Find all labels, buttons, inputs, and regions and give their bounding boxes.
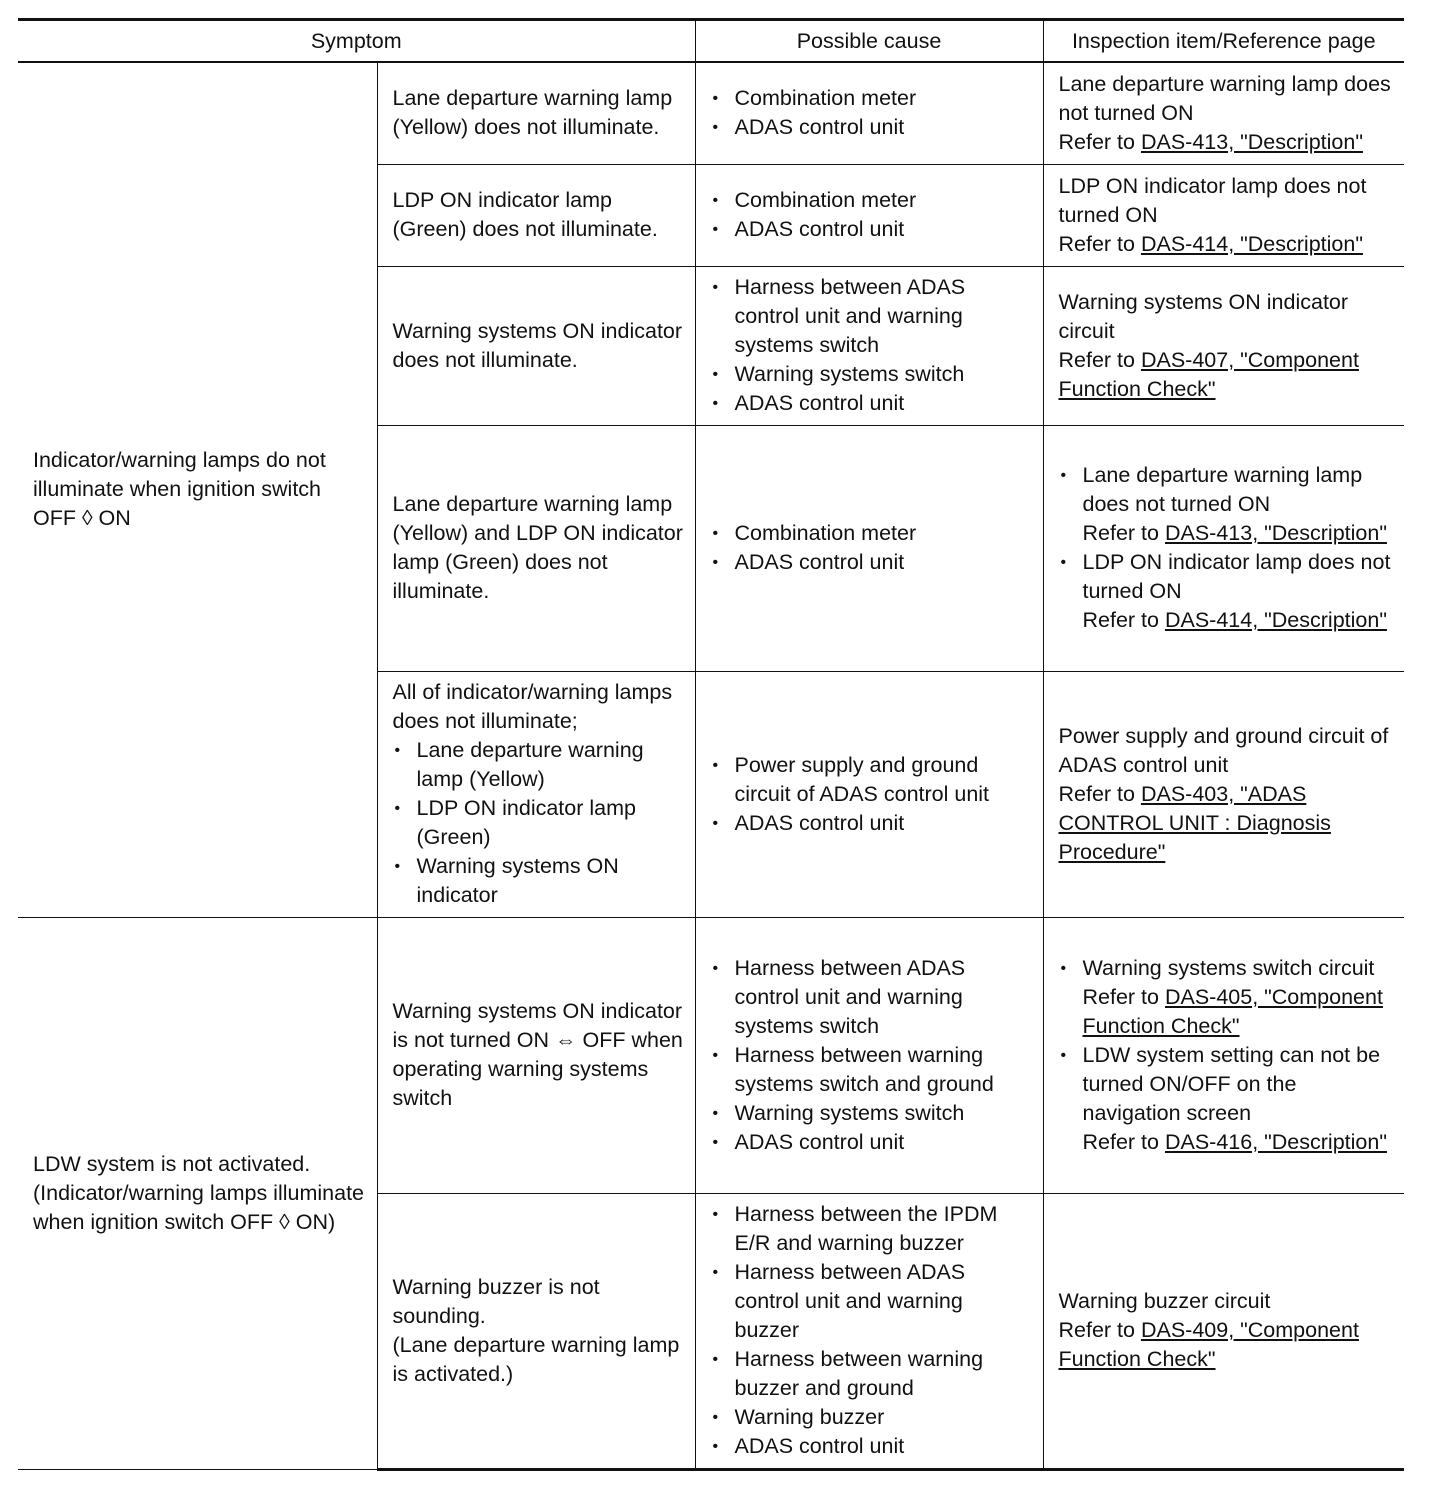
cause-item: • Combination meter xyxy=(711,186,1033,215)
cause-item: • ADAS control unit xyxy=(711,809,1033,838)
reference xyxy=(1083,519,1395,548)
symptom-group-label: Indicator/warning lamps do not illuminate when ignition switch OFF ◊ ON xyxy=(18,62,377,917)
cause-cell xyxy=(695,425,1043,671)
inspection-text: Warning systems switch circuit xyxy=(1082,955,1375,980)
reference xyxy=(1059,346,1395,404)
cause-item: • Harness between warning systems switch and ground xyxy=(711,1041,1033,1099)
diagnosis-table xyxy=(18,18,1404,1471)
symptom-cell: LDP ON indicator lamp (Green) does not illuminate. xyxy=(377,164,695,266)
reference-link[interactable]: DAS-416, "Description" xyxy=(1164,1129,1387,1154)
inspection-text: Power supply and ground circuit of ADAS control unit xyxy=(1058,723,1389,777)
reference xyxy=(1083,983,1395,1041)
reference-link[interactable]: DAS-413, "Description" xyxy=(1164,521,1387,545)
inspection-list xyxy=(1059,461,1395,635)
refer-prefix: Refer to xyxy=(1082,521,1165,545)
cause-cell xyxy=(695,1193,1043,1469)
inspection-text: LDP ON indicator lamp does not turned ON xyxy=(1058,173,1367,227)
refer-prefix: Refer to xyxy=(1082,608,1165,632)
cause-item: • Power supply and ground circuit of ADAS control unit xyxy=(711,751,1033,809)
inspection-text: LDW system setting can not be turned ON/OFF on the navigation screen xyxy=(1082,1042,1381,1125)
symptom-cell: Lane departure warning lamp (Yellow) does not illuminate. xyxy=(377,62,695,164)
cause-item: • Harness between ADAS control unit and warning systems switch xyxy=(711,954,1033,1041)
cause-list xyxy=(711,84,1033,142)
reference xyxy=(1059,128,1395,157)
table-row xyxy=(18,917,1404,1193)
cause-cell xyxy=(695,671,1043,917)
cause-list xyxy=(711,751,1033,838)
inspection-text: Lane departure warning lamp does not turned ON xyxy=(1058,71,1391,125)
inspection-item xyxy=(1059,954,1395,1041)
table-row xyxy=(18,62,1404,164)
inspection-cell xyxy=(1043,425,1404,671)
header-inspection: Inspection item/Reference page xyxy=(1043,20,1404,63)
symptom-cell xyxy=(377,671,695,917)
symptom-note: (Lane departure warning lamp is activated.) xyxy=(392,1332,680,1386)
refer-prefix: Refer to xyxy=(1058,231,1141,256)
reference xyxy=(1059,780,1395,867)
reference xyxy=(1083,1128,1395,1157)
inspection-text: Warning buzzer circuit xyxy=(1058,1289,1271,1313)
symptom-group-label: LDW system is not activated. (Indicator/warning lamps illuminate when ignition switch OFF ◊ ON) xyxy=(18,917,377,1469)
reference-link[interactable]: DAS-405, "Component Function Check" xyxy=(1082,984,1383,1038)
reference-link[interactable]: DAS-414, "Description" xyxy=(1164,608,1387,632)
cause-list xyxy=(711,1200,1033,1461)
cause-item: • ADAS control unit xyxy=(711,215,1033,244)
cause-item: • Combination meter xyxy=(711,519,1033,548)
inspection-text: Warning systems ON indicator circuit xyxy=(1058,289,1349,343)
refer-prefix: Refer to xyxy=(1058,129,1141,154)
cause-item: • Harness between warning buzzer and ground xyxy=(711,1345,1033,1403)
cause-item: • Combination meter xyxy=(711,84,1033,113)
symptom-list xyxy=(393,736,685,910)
header-symptom: Symptom xyxy=(18,20,695,63)
refer-prefix: Refer to xyxy=(1082,1129,1165,1154)
cause-item: • ADAS control unit xyxy=(711,113,1033,142)
cause-list xyxy=(711,273,1033,418)
refer-prefix: Refer to xyxy=(1058,781,1141,806)
cause-cell xyxy=(695,917,1043,1193)
cause-item: • Harness between ADAS control unit and warning buzzer xyxy=(711,1258,1033,1345)
cause-item: • Warning buzzer xyxy=(711,1403,1033,1432)
cause-cell xyxy=(695,62,1043,164)
inspection-item xyxy=(1059,548,1395,635)
inspection-cell xyxy=(1043,1193,1404,1469)
cause-item: • ADAS control unit xyxy=(711,548,1033,577)
cause-list xyxy=(711,519,1033,577)
reference-link[interactable]: DAS-413, "Description" xyxy=(1140,129,1363,154)
reference xyxy=(1059,230,1395,259)
inspection-cell xyxy=(1043,62,1404,164)
cause-item: • ADAS control unit xyxy=(711,1432,1033,1461)
symptom-cell: Lane departure warning lamp (Yellow) and LDP ON indicator lamp (Green) does not illuminate. xyxy=(377,425,695,671)
reference-link[interactable]: DAS-414, "Description" xyxy=(1140,231,1363,256)
symptom-cell: Warning systems ON indicator does not illuminate. xyxy=(377,266,695,425)
refer-prefix: Refer to xyxy=(1058,1318,1141,1342)
symptom-intro: All of indicator/warning lamps does not illuminate; xyxy=(392,680,673,733)
reference xyxy=(1083,606,1395,635)
cause-cell xyxy=(695,266,1043,425)
symptom-cell xyxy=(377,1193,695,1469)
inspection-cell xyxy=(1043,164,1404,266)
cause-cell xyxy=(695,164,1043,266)
inspection-list xyxy=(1059,954,1395,1157)
cause-item: • Warning systems switch xyxy=(711,360,1033,389)
cause-item: • ADAS control unit xyxy=(711,389,1033,418)
symptom-item: • Lane departure warning lamp (Yellow) xyxy=(393,736,685,794)
inspection-text: Lane departure warning lamp does not turned ON xyxy=(1082,463,1363,516)
reference-link[interactable]: DAS-403, "ADAS CONTROL UNIT : Diagnosis Procedure" xyxy=(1058,781,1331,864)
inspection-cell xyxy=(1043,917,1404,1193)
refer-prefix: Refer to xyxy=(1082,984,1165,1009)
cause-item: • ADAS control unit xyxy=(711,1128,1033,1157)
inspection-cell xyxy=(1043,266,1404,425)
symptom-item: • Warning systems ON indicator xyxy=(393,852,685,910)
inspection-item xyxy=(1059,461,1395,548)
symptom-text: Warning buzzer is not sounding. xyxy=(392,1274,600,1328)
reference-link[interactable]: DAS-409, "Component Function Check" xyxy=(1058,1318,1359,1371)
refer-prefix: Refer to xyxy=(1058,347,1141,372)
reference xyxy=(1059,1316,1395,1374)
symptom-item: • LDP ON indicator lamp (Green) xyxy=(393,794,685,852)
inspection-item xyxy=(1059,1041,1395,1157)
cause-item: • Warning systems switch xyxy=(711,1099,1033,1128)
cause-item: • Harness between the IPDM E/R and warning buzzer xyxy=(711,1200,1033,1258)
cause-item: • Harness between ADAS control unit and warning systems switch xyxy=(711,273,1033,360)
header-row xyxy=(18,20,1404,63)
reference-link[interactable]: DAS-407, "Component Function Check" xyxy=(1058,347,1359,401)
symptom-cell: Warning systems ON indicator is not turned ON ⇔ OFF when operating warning systems switch xyxy=(377,917,695,1193)
inspection-cell xyxy=(1043,671,1404,917)
inspection-text: LDP ON indicator lamp does not turned ON xyxy=(1082,550,1391,603)
cause-list xyxy=(711,186,1033,244)
header-possible-cause: Possible cause xyxy=(695,20,1043,63)
cause-list xyxy=(711,954,1033,1157)
